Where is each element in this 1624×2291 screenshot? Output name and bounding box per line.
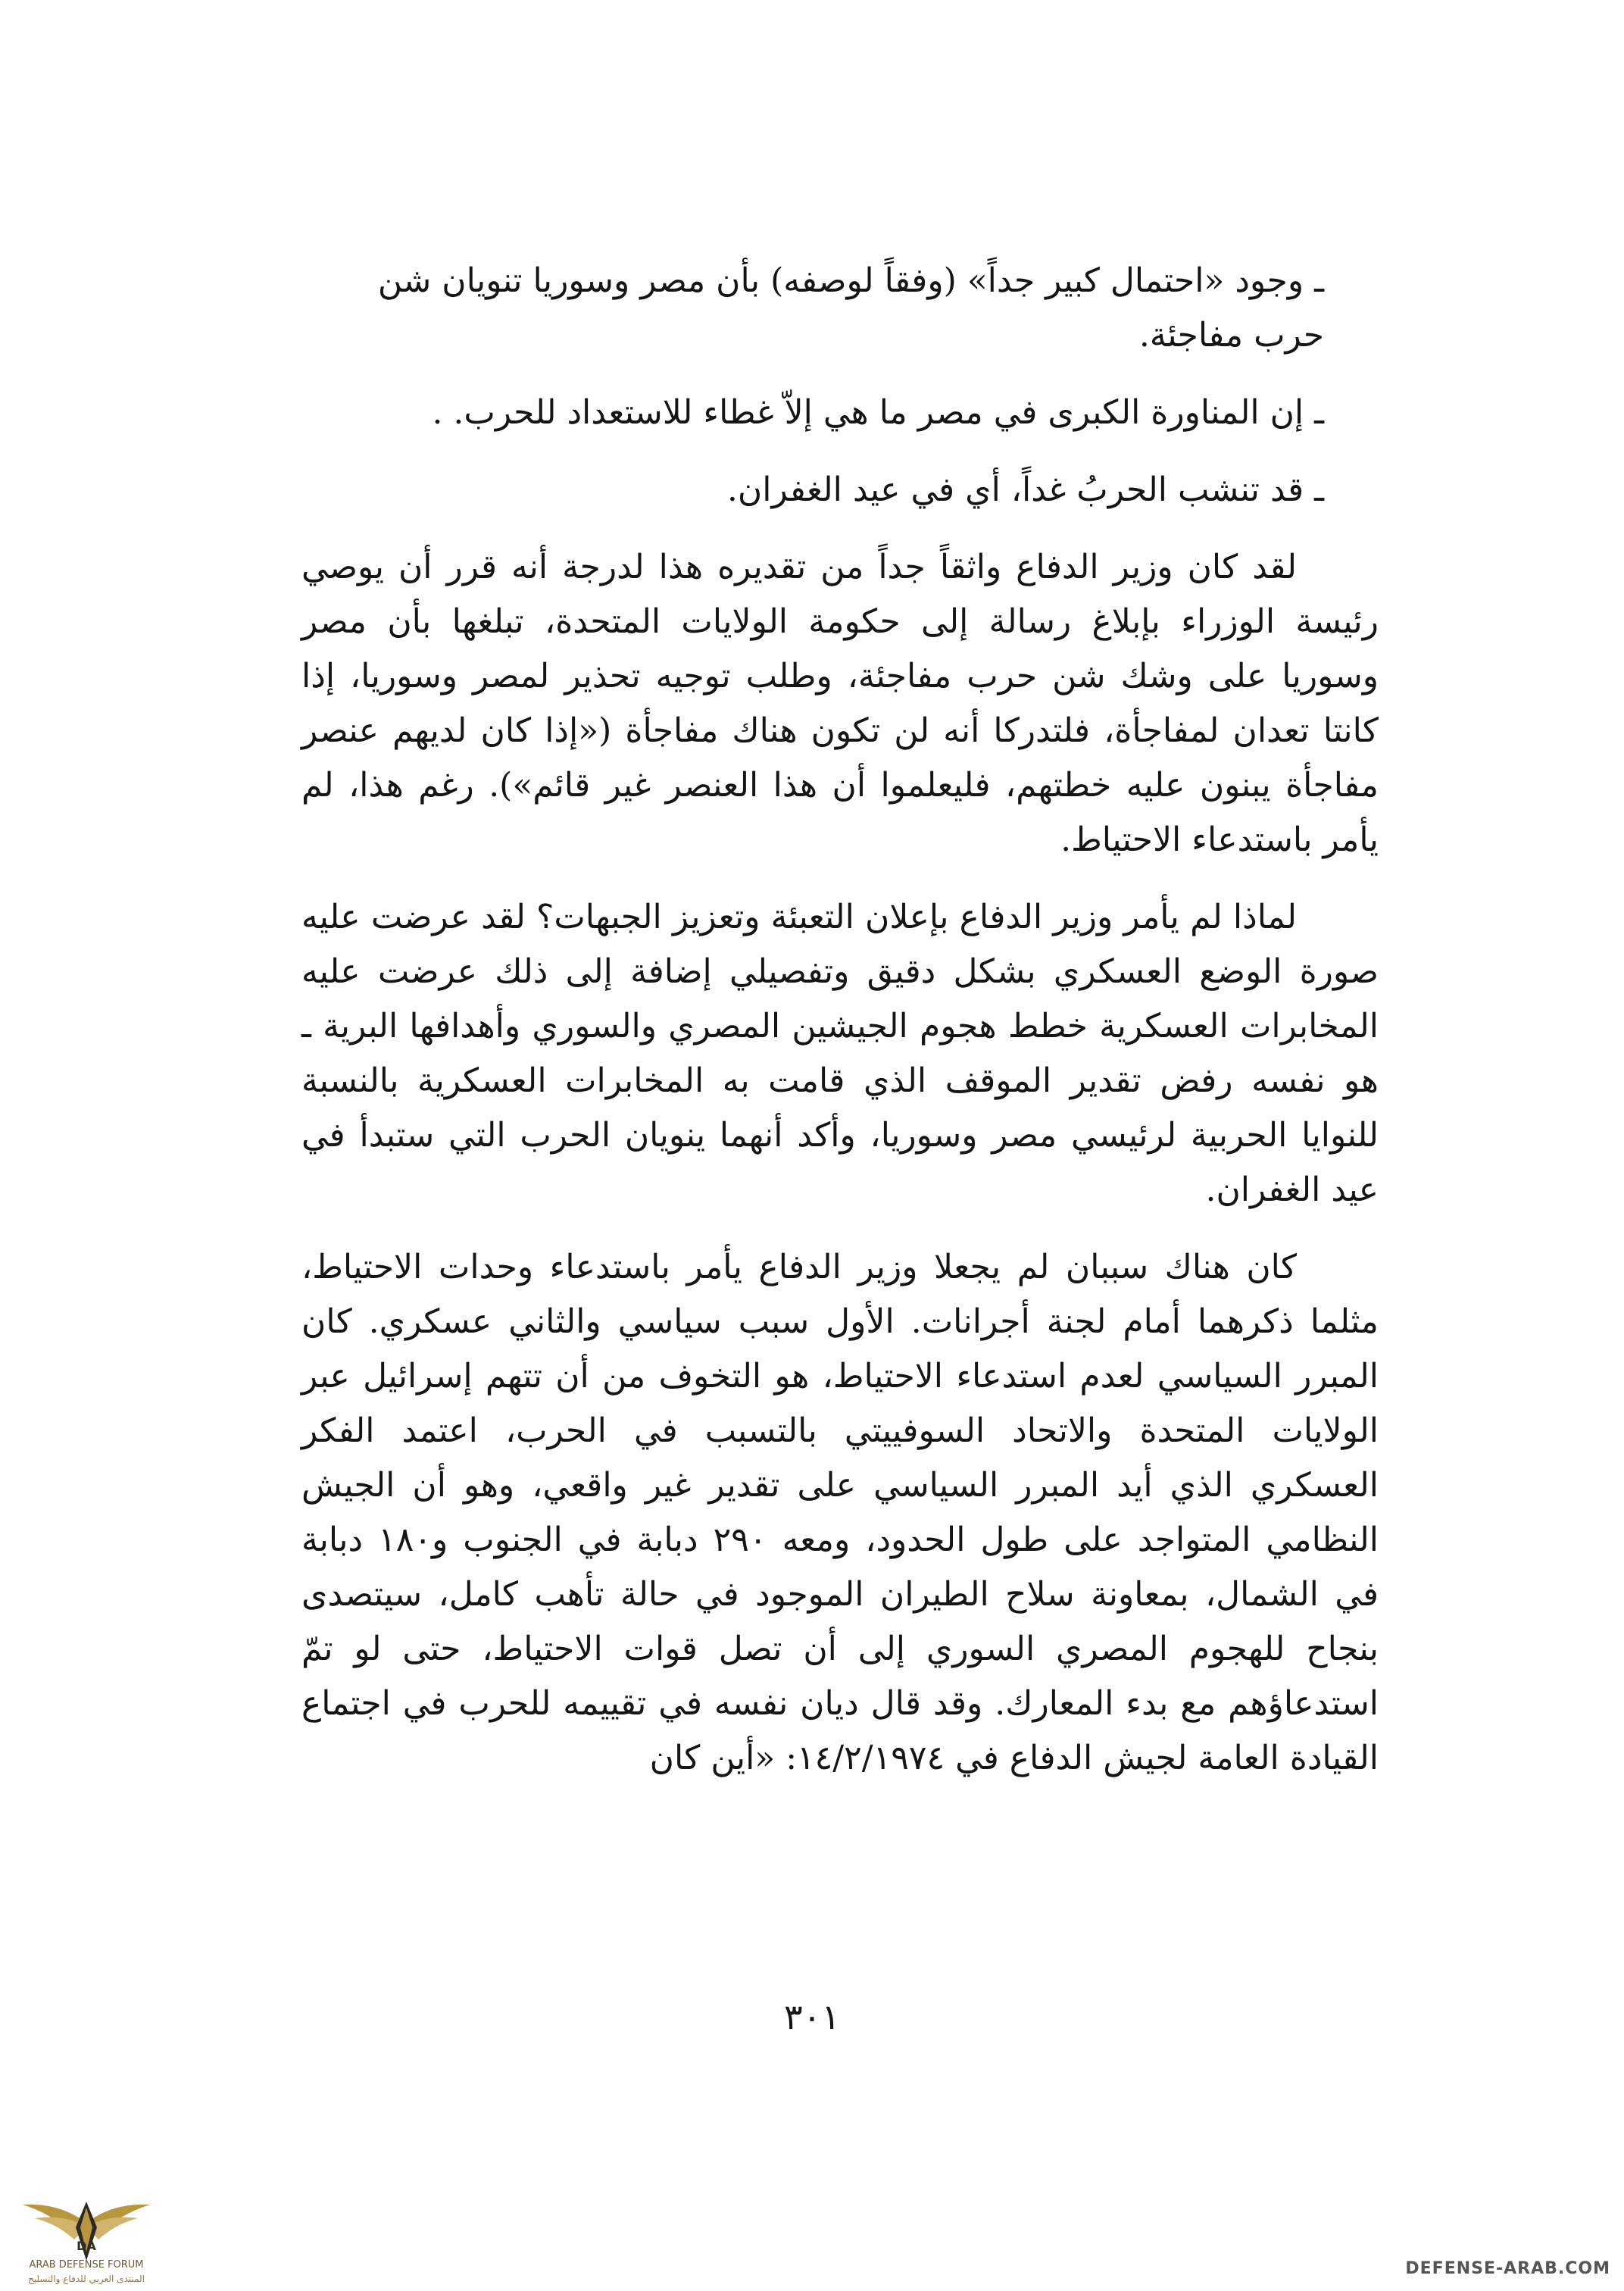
- logo-caption: ARAB DEFENSE FORUM: [29, 2259, 144, 2271]
- paragraph-2: لماذا لم يأمر وزير الدفاع بإعلان التعبئة وتعزيز الجبهات؟ لقد عرضت عليه صورة الوضع العسكري بشكل دقيق وتفصيلي إضافة إلى ذلك عرضت عليه المخابرات العسكرية خطط هجوم الجيشين المصري والسوري وأهدافها البرية ـ هو نفسه رفض تقدير الموقف الذي قامت به المخابرات العسكرية بالنسبة للنوايا الحربية لرئيسي مصر وسوريا، وأكد أنهما ينويان الحرب التي ستبدأ في عيد الغفران.: [301, 898, 1379, 1209]
- site-watermark: DEFENSE-ARAB.COM: [1405, 2259, 1610, 2278]
- paragraph-1: لقد كان وزير الدفاع واثقاً جداً من تقديره هذا لدرجة أنه قرر أن يوصي رئيسة الوزراء بإبلاغ رسالة إلى حكومة الولايات المتحدة، تبلغها بأن مصر وسوريا على وشك شن حرب مفاجئة، وطلب توجيه تحذير لمصر وسوريا، إذا كانتا تعدان لمفاجأة، فلتدركا أنه لن تكون هناك مفاجأة («إذا كان لديهم عنصر مفاجأة يبنون عليه خطتهم، فليعلموا أن هذا العنصر غير قائم»). رغم هذا، لم يأمر باستدعاء الاحتياط.: [301, 548, 1379, 859]
- paragraph-3: كان هناك سببان لم يجعلا وزير الدفاع يأمر باستدعاء وحدات الاحتياط، مثلما ذكرهما أمام لجنة أجرانات. الأول سبب سياسي والثاني عسكري. كان المبرر السياسي لعدم استدعاء الاحتياط، هو التخوف من أن تتهم إسرائيل عبر الولايات المتحدة والاتحاد السوفييتي بالتسبب في الحرب، اعتمد الفكر العسكري الذي أيد المبرر السياسي على تقدير غير واقعي، وهو أن الجيش النظامي المتواجد على طول الحدود، ومعه ٢٩٠ دبابة في الجنوب و١٨٠ دبابة في الشمال، بمعاونة سلاح الطيران الموجود في حالة تأهب كامل، سيتصدى بنجاح للهجوم المصري السوري إلى أن تصل قوات الاحتياط، حتى لو تمّ استدعاؤهم مع بدء المعارك. وقد قال ديان نفسه في تقييمه للحرب في اجتماع القيادة العامة لجيش الدفاع في ١٤/٢/١٩٧٤: «أين كان: [301, 1248, 1379, 1777]
- bullet-1: ـ وجود «احتمال كبير جداً» (وفقاً لوصفه) بأن مصر وسوريا تنويان شن حرب مفاجئة.: [377, 261, 1324, 355]
- bullet-2: ـ إن المناورة الكبرى في مصر ما هي إلاّ غطاء للاستعداد للحرب. .: [432, 393, 1324, 432]
- logo-caption-arabic: المنتدى العربي للدفاع والتسليح: [28, 2274, 145, 2284]
- page-body-text: [301, 254, 1379, 1808]
- page-number: ٣٠١: [783, 1996, 841, 2037]
- logo-initials: DA: [77, 2239, 96, 2253]
- bullet-3: ـ قد تنشب الحربُ غداً، أي في عيد الغفران.: [726, 470, 1324, 509]
